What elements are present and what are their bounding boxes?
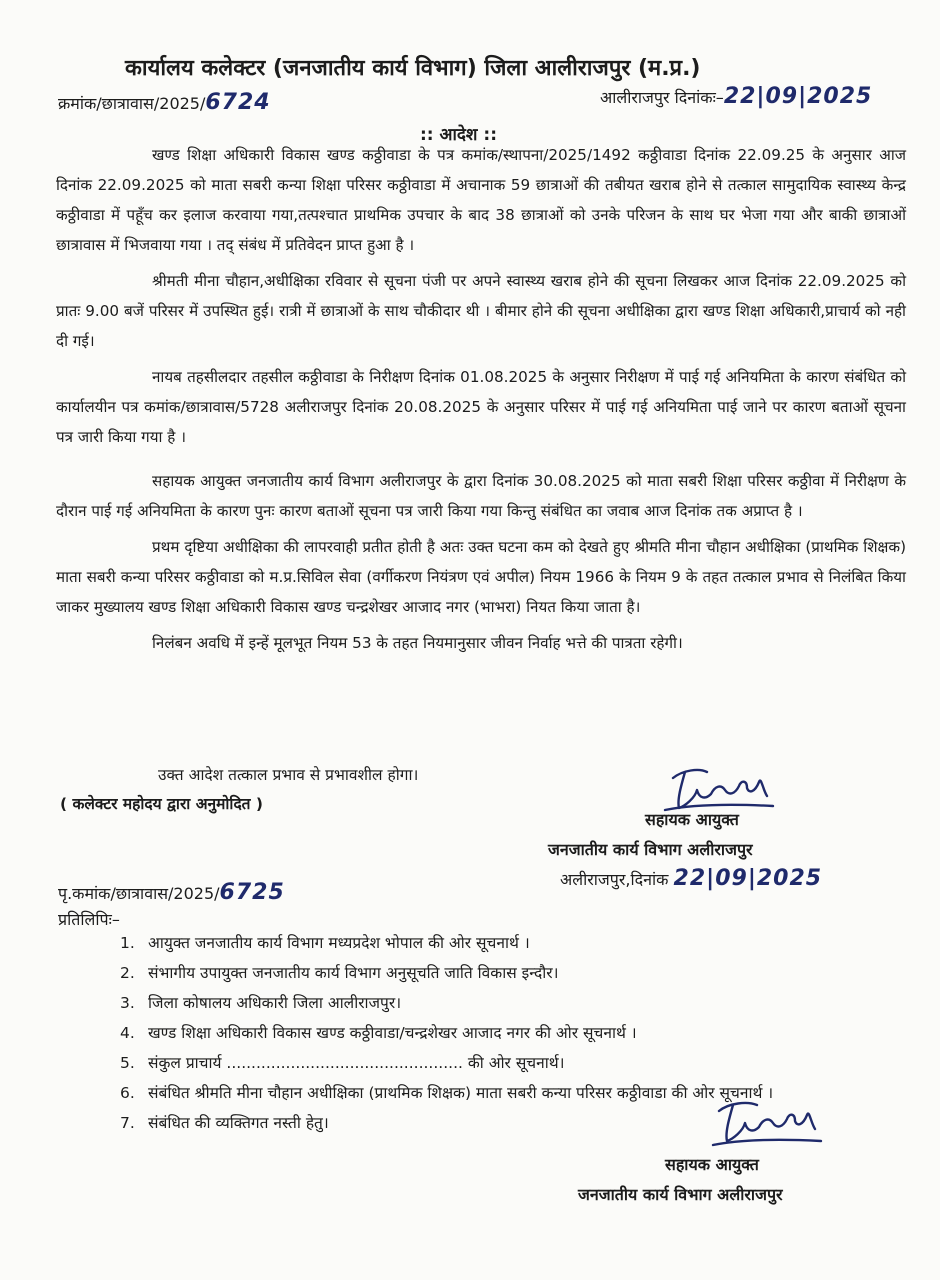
reference-number-handwritten: 6724	[205, 90, 271, 115]
office-title: कार्यालय कलेक्टर (जनजातीय कार्य विभाग) जिला आलीराजपुर (म.प्र.)	[125, 56, 701, 81]
paragraph: निलंबन अवधि में इन्हें मूलभूत नियम 53 के तहत नियमानुसार जीवन निर्वाह भत्ते की पात्रता रहेगी।	[152, 634, 683, 652]
list-item: 2. संभागीय उपायुक्त जनजातीय कार्य विभाग अनुसूचति जाति विकास इन्दौर।	[120, 964, 559, 982]
list-item: 7. संबंधित की व्यक्तिगत नस्ती हेतु।	[120, 1114, 329, 1132]
copy-reference-number-handwritten: 6725	[219, 880, 285, 905]
order-body	[56, 140, 906, 664]
date-prefix: आलीराजपुर दिनांकः–	[600, 88, 724, 107]
copy-reference	[58, 880, 285, 905]
order-date	[600, 84, 872, 109]
copy-to-label: प्रतिलिपिः–	[58, 910, 120, 929]
order-reference	[58, 90, 271, 115]
reference-prefix: क्रमांक/छात्रावास/2025/	[58, 94, 206, 113]
approval-note: ( कलेक्टर महोदय द्वारा अनुमोदित )	[60, 795, 263, 813]
order-heading: :: आदेश ::	[420, 125, 497, 145]
copy-reference-prefix: पृ.कमांक/छात्रावास/2025/	[58, 884, 220, 903]
signature-date	[560, 866, 822, 891]
signature-2	[705, 1095, 835, 1155]
signature-date-prefix: अलीराजपुर,दिनांक	[560, 870, 669, 889]
list-item: 5. संकुल प्राचार्य ................................................ की ओर सूचनार्थ।	[120, 1054, 565, 1072]
list-item: 4. खण्ड शिक्षा अधिकारी विकास खण्ड कठ्ठीवाडा/चन्द्रशेखर आजाद नगर की ओर सूचनार्थ ।	[120, 1024, 637, 1042]
paragraph: सहायक आयुक्त जनजातीय कार्य विभाग अलीराजपुर के द्वारा दिनांक 30.08.2025 को माता सबरी शिक्षा परिसर कठ्ठीवा में निरीक्षण के दौरान पाई गई अनियमिता के कारण पुनः कारण बताओं सूचना पत्र जारी किया गया किन्तु संबंधित का जवाब आज दिनांक तक अप्राप्त है ।	[56, 472, 906, 520]
paragraph: श्रीमती मीना चौहान,अधीक्षिका रविवार से सूचना पंजी पर अपने स्वास्थ्य खराब होने की सूचना लिखकर आज दिनांक 22.09.2025 को प्रातः 9.00 बजें परिसर में उपस्थित हुई। रात्री में छात्राओं के साथ चौकीदार थी । बीमार होने की सूचना अधीक्षिका द्वारा खण्ड शिक्षा अधिकारी,प्राचार्य को नही दी गई।	[56, 272, 906, 350]
paragraph: प्रथम दृष्टिया अधीक्षिका की लापरवाही प्रतीत होती है अतः उक्त घटना कम को देखते हुए श्रीमति मीना चौहान अधीक्षिका (प्राथमिक शिक्षक) माता सबरी कन्या परिसर कठ्ठीवाडा को म.प्र.सिविल सेवा (वर्गीकरण नियंत्रण एवं अपील) नियम 1966 के नियम 9 के तहत तत्काल प्रभाव से निलंबित किया जाकर मुख्यालय खण्ड शिक्षा अधिकारी विकास खण्ड चन्द्रशेखर आजाद नगर (भाभरा) नियत किया जाता है।	[56, 538, 906, 616]
signatory-department: जनजातीय कार्य विभाग अलीराजपुर	[548, 840, 753, 859]
signatory-department: जनजातीय कार्य विभाग अलीराजपुर	[578, 1185, 783, 1204]
effective-note: उक्त आदेश तत्काल प्रभाव से प्रभावशील होगा।	[158, 766, 419, 784]
list-item: 3. जिला कोषालय अधिकारी जिला आलीराजपुर।	[120, 994, 402, 1012]
paragraph: खण्ड शिक्षा अधिकारी विकास खण्ड कठ्ठीवाडा के पत्र कमांक/स्थापना/2025/1492 कठ्ठीवाडा दिनांक 22.09.25 के अनुसार आज दिनांक 22.09.2025 को माता सबरी कन्या शिक्षा परिसर कठ्ठीवाडा में अचानाक 59 छात्राओं की तबीयत खराब होने से तत्काल सामुदायिक स्वास्थ्य केन्द्र कठ्ठीवाडा में पहूँच कर इलाज करवाया गया,तत्पश्चात प्राथमिक उपचार के बाद 38 छात्राओं को उनके परिजन के साथ घर भेजा गया और बाकी छात्राओं छात्रावास में भिजवाया गया । तद् संबंध में प्रतिवेदन प्राप्त हुआ है ।	[56, 146, 906, 254]
signatory-designation: सहायक आयुक्त	[645, 810, 739, 829]
list-item: 1. आयुक्त जनजातीय कार्य विभाग मध्यप्रदेश भोपाल की ओर सूचनार्थ ।	[120, 934, 530, 952]
paragraph: नायब तहसीलदार तहसील कठ्ठीवाडा के निरीक्षण दिनांक 01.08.2025 के अनुसार निरीक्षण में पाई गई अनियमिता के कारण संबंधित को कार्यालयीन पत्र कमांक/छात्रावास/5728 अलीराजपुर दिनांक 20.08.2025 के अनुसार परिसर में पाई गई अनियमिता पाई जाने पर कारण बताओं सूचना पत्र जारी किया गया है ।	[56, 368, 906, 446]
signature-date-handwritten: 22|09|2025	[673, 866, 823, 891]
list-item: 6. संबंधित श्रीमति मीना चौहान अधीक्षिका (प्राथमिक शिक्षक) माता सबरी कन्या परिसर कठ्ठीवाडा की ओर सूचनार्थ ।	[120, 1084, 774, 1102]
date-handwritten: 22|09|2025	[723, 84, 873, 109]
signatory-designation: सहायक आयुक्त	[665, 1155, 759, 1174]
